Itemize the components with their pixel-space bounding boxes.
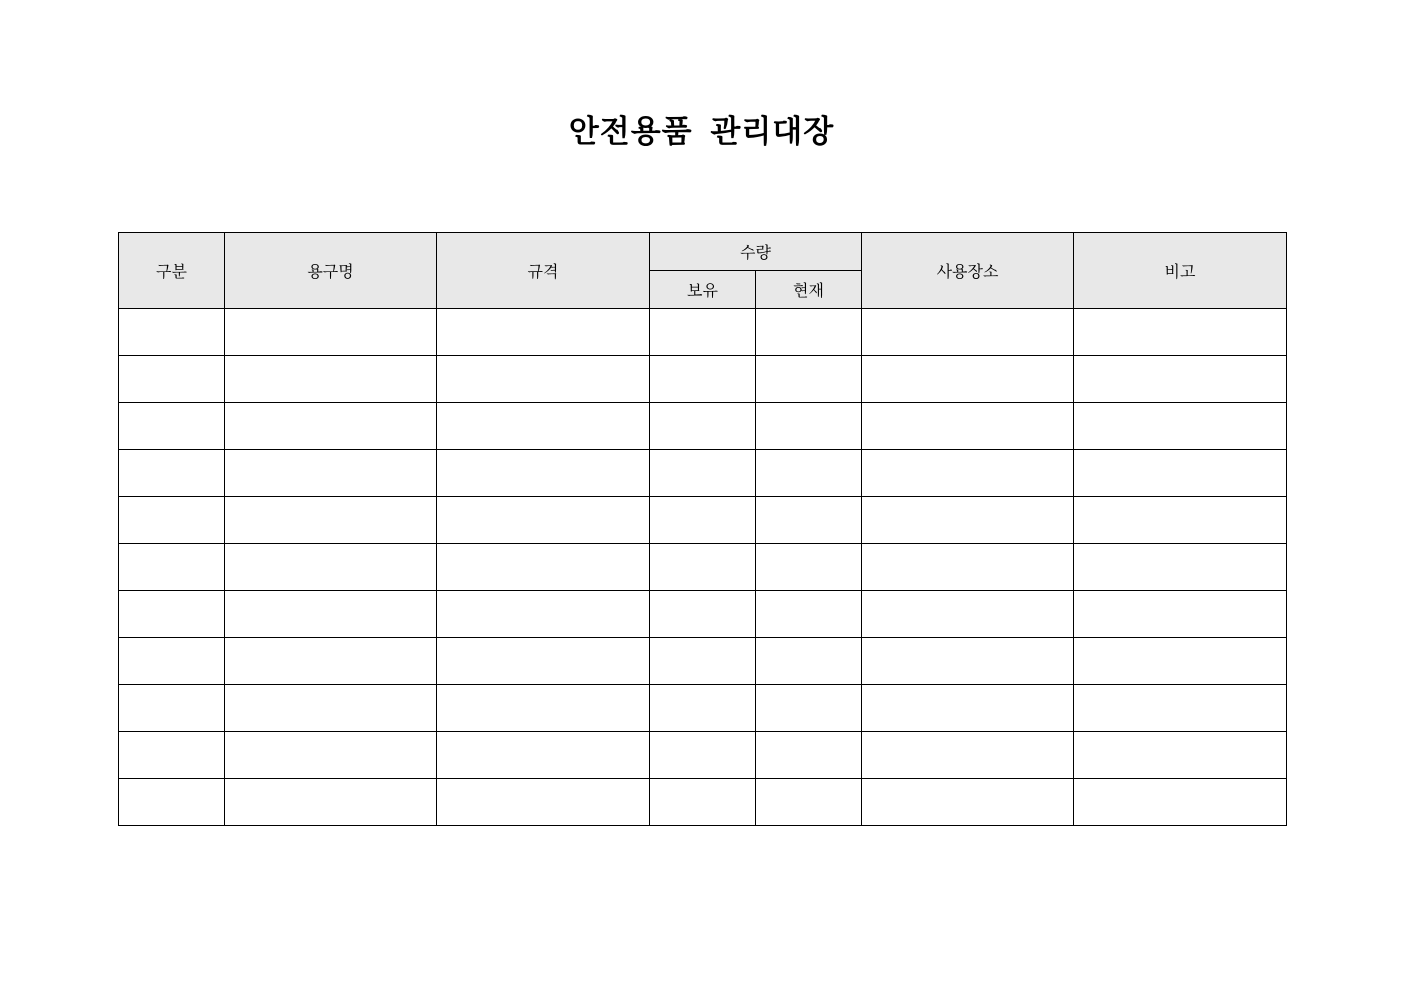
remarks-cell[interactable]: [1074, 356, 1287, 403]
category-cell[interactable]: [119, 309, 225, 356]
table-row: [119, 309, 1287, 356]
spec-cell[interactable]: [437, 356, 650, 403]
location-cell[interactable]: [862, 591, 1074, 638]
location-cell[interactable]: [862, 450, 1074, 497]
category-cell[interactable]: [119, 450, 225, 497]
spec-cell[interactable]: [437, 309, 650, 356]
category-cell[interactable]: [119, 779, 225, 826]
remarks-cell[interactable]: [1074, 732, 1287, 779]
quantity-owned-cell[interactable]: [650, 638, 756, 685]
table-row: [119, 356, 1287, 403]
item-name-cell[interactable]: [225, 638, 437, 685]
page-title: 안전용품 관리대장: [568, 114, 835, 150]
header-quantity-owned: 보유: [650, 271, 756, 309]
spec-cell[interactable]: [437, 450, 650, 497]
remarks-cell[interactable]: [1074, 779, 1287, 826]
table-row: [119, 591, 1287, 638]
quantity-current-cell[interactable]: [756, 309, 862, 356]
location-cell[interactable]: [862, 638, 1074, 685]
item-name-cell[interactable]: [225, 309, 437, 356]
item-name-cell[interactable]: [225, 685, 437, 732]
location-cell[interactable]: [862, 544, 1074, 591]
quantity-owned-cell[interactable]: [650, 450, 756, 497]
spec-cell[interactable]: [437, 638, 650, 685]
quantity-owned-cell[interactable]: [650, 356, 756, 403]
quantity-owned-cell[interactable]: [650, 779, 756, 826]
category-cell[interactable]: [119, 685, 225, 732]
remarks-cell[interactable]: [1074, 685, 1287, 732]
spec-cell[interactable]: [437, 779, 650, 826]
category-cell[interactable]: [119, 591, 225, 638]
header-item-name: 용구명: [225, 233, 437, 309]
item-name-cell[interactable]: [225, 591, 437, 638]
quantity-current-cell[interactable]: [756, 591, 862, 638]
table-row: [119, 779, 1287, 826]
safety-supplies-table: [118, 232, 1287, 826]
table-header-row: [119, 233, 1287, 271]
quantity-current-cell[interactable]: [756, 497, 862, 544]
table-row: [119, 403, 1287, 450]
item-name-cell[interactable]: [225, 403, 437, 450]
quantity-current-cell[interactable]: [756, 732, 862, 779]
quantity-owned-cell[interactable]: [650, 732, 756, 779]
spec-cell[interactable]: [437, 403, 650, 450]
table-row: [119, 497, 1287, 544]
quantity-owned-cell[interactable]: [650, 685, 756, 732]
category-cell[interactable]: [119, 356, 225, 403]
table-row: [119, 450, 1287, 497]
spec-cell[interactable]: [437, 544, 650, 591]
quantity-current-cell[interactable]: [756, 779, 862, 826]
location-cell[interactable]: [862, 356, 1074, 403]
location-cell[interactable]: [862, 685, 1074, 732]
quantity-owned-cell[interactable]: [650, 591, 756, 638]
quantity-owned-cell[interactable]: [650, 309, 756, 356]
location-cell[interactable]: [862, 309, 1074, 356]
category-cell[interactable]: [119, 544, 225, 591]
quantity-owned-cell[interactable]: [650, 497, 756, 544]
remarks-cell[interactable]: [1074, 591, 1287, 638]
header-quantity: 수량: [650, 233, 862, 271]
remarks-cell[interactable]: [1074, 403, 1287, 450]
quantity-current-cell[interactable]: [756, 685, 862, 732]
header-category: 구분: [119, 233, 225, 309]
category-cell[interactable]: [119, 732, 225, 779]
quantity-owned-cell[interactable]: [650, 544, 756, 591]
header-spec: 규격: [437, 233, 650, 309]
item-name-cell[interactable]: [225, 779, 437, 826]
table-row: [119, 685, 1287, 732]
item-name-cell[interactable]: [225, 732, 437, 779]
spec-cell[interactable]: [437, 732, 650, 779]
table-body: [119, 309, 1287, 826]
item-name-cell[interactable]: [225, 497, 437, 544]
remarks-cell[interactable]: [1074, 638, 1287, 685]
table-row: [119, 732, 1287, 779]
item-name-cell[interactable]: [225, 356, 437, 403]
item-name-cell[interactable]: [225, 544, 437, 591]
header-remarks: 비고: [1074, 233, 1287, 309]
remarks-cell[interactable]: [1074, 309, 1287, 356]
quantity-owned-cell[interactable]: [650, 403, 756, 450]
header-quantity-current: 현재: [756, 271, 862, 309]
table-row: [119, 544, 1287, 591]
spec-cell[interactable]: [437, 685, 650, 732]
remarks-cell[interactable]: [1074, 497, 1287, 544]
location-cell[interactable]: [862, 497, 1074, 544]
quantity-current-cell[interactable]: [756, 544, 862, 591]
location-cell[interactable]: [862, 779, 1074, 826]
remarks-cell[interactable]: [1074, 450, 1287, 497]
item-name-cell[interactable]: [225, 450, 437, 497]
location-cell[interactable]: [862, 732, 1074, 779]
quantity-current-cell[interactable]: [756, 403, 862, 450]
quantity-current-cell[interactable]: [756, 356, 862, 403]
spec-cell[interactable]: [437, 591, 650, 638]
header-location: 사용장소: [862, 233, 1074, 309]
quantity-current-cell[interactable]: [756, 450, 862, 497]
category-cell[interactable]: [119, 497, 225, 544]
spec-cell[interactable]: [437, 497, 650, 544]
quantity-current-cell[interactable]: [756, 638, 862, 685]
remarks-cell[interactable]: [1074, 544, 1287, 591]
category-cell[interactable]: [119, 638, 225, 685]
table-row: [119, 638, 1287, 685]
location-cell[interactable]: [862, 403, 1074, 450]
category-cell[interactable]: [119, 403, 225, 450]
